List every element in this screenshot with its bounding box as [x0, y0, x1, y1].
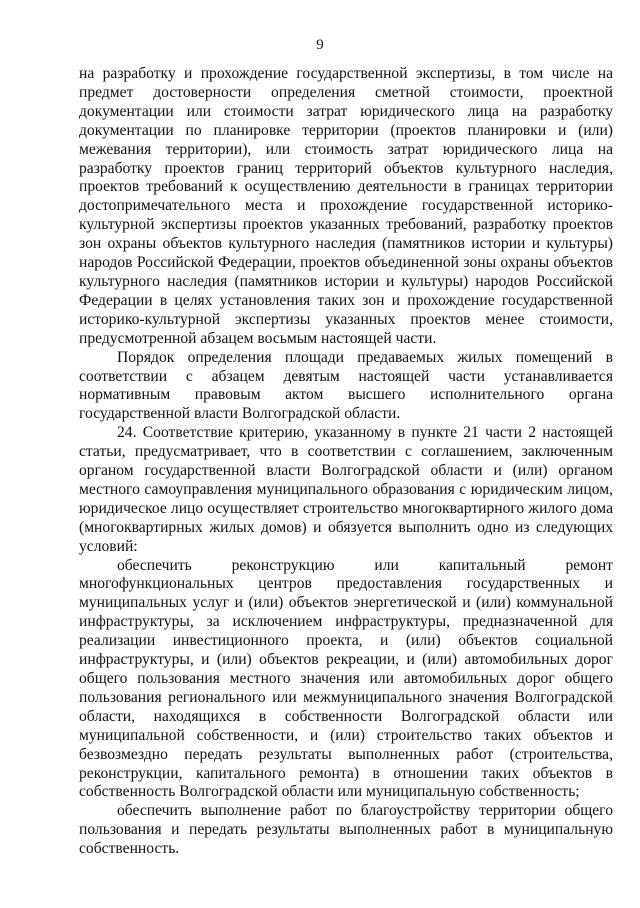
page-number: 9 — [316, 37, 324, 53]
paragraph-item-24: 24. Соответствие критерию, указанному в пункте 21 части 2 настоящей статьи, предусматривает, что в соответствии с соглашением, заключенным органом государственной власти Волгоградской области и (или) органом местного самоуправления муниципального образования с юридическим лицом, юридическое лицо осуществляет строительство многоквартирного жилого дома (многоквартирных жилых домов) и обязуется выполнить одно из следующих условий: — [79, 424, 613, 555]
document-body — [79, 65, 613, 859]
paragraph-condition-landscaping: обеспечить выполнение работ по благоустройству территории общего пользования и передать результаты выполненных работ в муниципальную собственность. — [79, 802, 613, 858]
paragraph-area-procedure: Порядок определения площади предаваемых жилых помещений в соответствии с абзацем девятым настоящей части устанавливается нормативным правовым актом высшего исполнительного органа государственной власти Волгоградской области. — [79, 348, 613, 423]
paragraph-condition-reconstruction: обеспечить реконструкцию или капитальный ремонт многофункциональных центров предоставления государственных и муниципальных услуг и (или) объектов энергетической и (или) коммунальной инфраструктуры, за исключением инфраструктуры, предназначенной для реализации инвестиционного проекта, и (или) объектов социальной инфраструктуры, и (или) объектов рекреации, и (или) автомобильных дорог общего пользования местного значения или автомобильных дорог общего пользования регионального или межмуниципального значения Волгоградской области, находящихся в собственности Волгоградской области или муниципальной собственности, и (или) строительство таких объектов и безвозмездно передать результаты выполненных работ (строительства, реконструкции, капитального ремонта) в отношении таких объектов в собственность Волгоградской области или муниципальную собственность; — [79, 556, 613, 801]
paragraph-continuation: на разработку и прохождение государственной экспертизы, в том числе на предмет достоверности определения сметной стоимости, проектной документации или стоимости затрат юридического лица на разработку документации по планировке территории (проектов планировки и (или) межевания территории), или стоимость затрат юридического лица на разработку проектов границ территорий объектов культурного наследия, проектов требований к осуществлению деятельности в границах территории достопримечательного места и прохождение государственной историко-культурной экспертизы проектов указанных требований, разработку проектов зон охраны объектов культурного наследия (памятников истории и культуры) народов Российской Федерации, проектов объединенной зоны охраны объектов культурного наследия (памятников истории и культуры) народов Российской Федерации в целях установления таких зон и прохождение государственной историко-культурной экспертизы указанных проектов менее стоимости, предусмотренной абзацем восьмым настоящей части. — [79, 65, 613, 347]
